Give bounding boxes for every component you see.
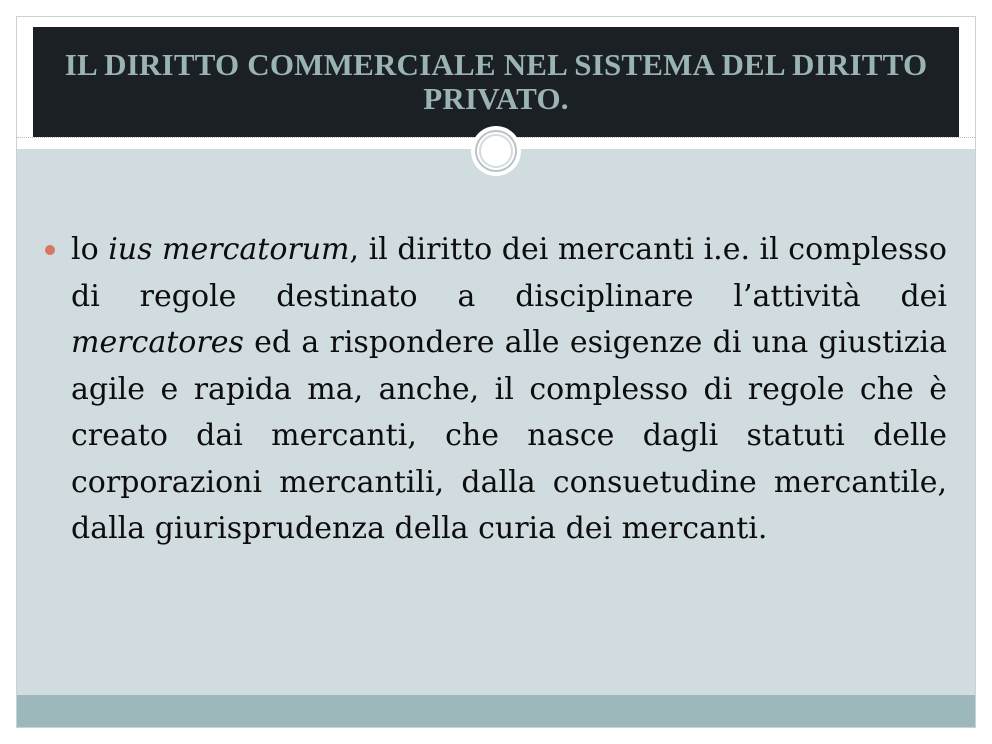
italic-segment: mercatores <box>71 325 244 360</box>
text-segment: ed a rispondere alle esigenze di una giustizia agile e rapida ma, anche, il complesso di regole che è creato dai mercanti, che nasce dagli statuti delle corporazioni mercantili, dalla consuetudine mercantile, dalla giurisprudenza della curia dei mercanti. <box>71 325 947 546</box>
title-box <box>33 27 959 137</box>
slide <box>16 16 976 728</box>
bullet-icon <box>45 245 55 255</box>
content-area <box>39 227 947 553</box>
text-segment: lo <box>71 232 109 267</box>
text-segment: , il diritto dei mercanti i.e. il complesso di regole destinato a disciplinare l’attività dei <box>71 232 947 314</box>
list-item <box>39 227 947 553</box>
footer-band <box>17 695 975 727</box>
italic-segment: ius mercatorum <box>108 232 350 267</box>
bullet-text <box>71 227 947 553</box>
slide-title: IL DIRITTO COMMERCIALE NEL SISTEMA DEL DIRITTO PRIVATO. <box>64 47 928 116</box>
circle-ornament-icon <box>470 125 522 177</box>
